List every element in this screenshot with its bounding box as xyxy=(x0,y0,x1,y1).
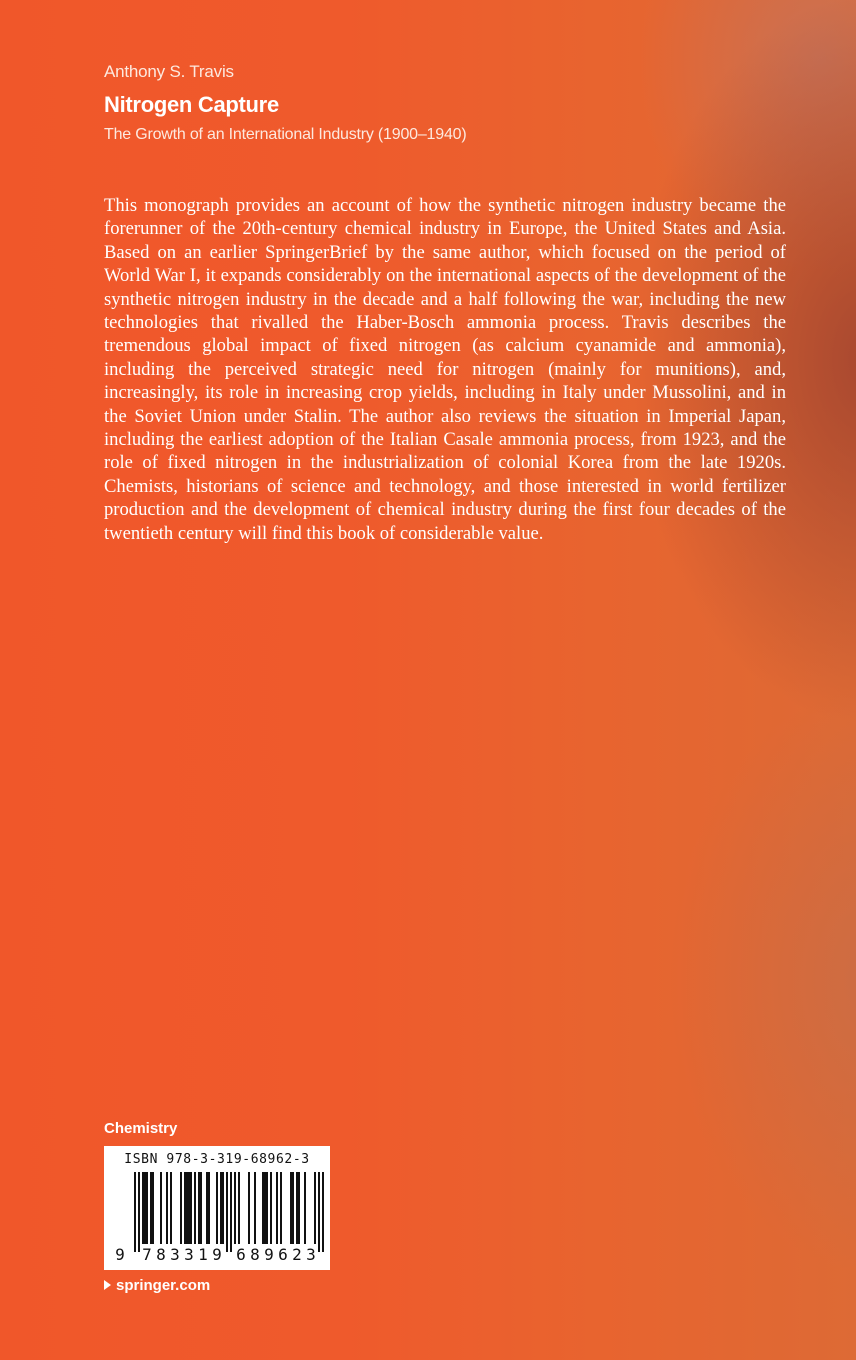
barcode-bar xyxy=(276,1172,278,1244)
barcode-digit: 9 xyxy=(212,1245,222,1264)
barcode-bar xyxy=(220,1172,222,1244)
isbn-label: ISBN 978-3-319-68962-3 xyxy=(124,1152,310,1167)
barcode-bar xyxy=(152,1172,154,1244)
barcode-bar xyxy=(186,1172,188,1244)
barcode-bar xyxy=(292,1172,294,1244)
barcode-digit: 2 xyxy=(292,1245,302,1264)
isbn-barcode xyxy=(104,1146,330,1270)
barcode-bar xyxy=(198,1172,200,1244)
barcode-bar xyxy=(262,1172,264,1244)
barcode-bar xyxy=(166,1172,168,1244)
barcode-bar xyxy=(248,1172,250,1244)
publisher-website[interactable] xyxy=(104,1277,210,1294)
barcode-bar xyxy=(304,1172,306,1244)
barcode-bar xyxy=(146,1172,148,1244)
barcode-bar xyxy=(222,1172,224,1244)
barcode-bar xyxy=(142,1172,144,1244)
barcode-bar xyxy=(188,1172,190,1244)
book-title: Nitrogen Capture xyxy=(104,92,279,117)
barcode-bar xyxy=(238,1172,240,1244)
barcode-bar xyxy=(266,1172,268,1244)
barcode-guard-bar xyxy=(138,1172,140,1252)
triangle-right-icon xyxy=(104,1280,111,1290)
subject-category: Chemistry xyxy=(104,1120,178,1137)
website-text[interactable]: springer.com xyxy=(116,1277,211,1294)
barcode-bar xyxy=(160,1172,162,1244)
barcode-digit: 3 xyxy=(170,1245,180,1264)
barcode-guard-bar xyxy=(322,1172,324,1252)
barcode-bar xyxy=(184,1172,186,1244)
book-subtitle: The Growth of an International Industry (1900–1940) xyxy=(104,126,467,143)
barcode-bar xyxy=(254,1172,256,1244)
barcode-bar xyxy=(290,1172,292,1244)
barcode-bar xyxy=(208,1172,210,1244)
barcode-guard-bar xyxy=(134,1172,136,1252)
book-description: This monograph provides an account of how the synthetic nitrogen industry became the forerunner of the 20th-century chemical industry in Europe, the United States and Asia. Based on an earlier SpringerBrief by the same author, which focused on the period of World War I, it expands considerably on the international aspects of the development of the synthetic nitrogen industry in the decade and a half following the war, including the new technologies that rivalled the Haber-Bosch ammonia process. Travis describes the tremendous global impact of fixed nitrogen (as calcium cyanamide and ammonia), including the perceived strategic need for nitrogen (mainly for munitions), and, increasingly, its role in increasing crop yields, including in Italy under Mussolini, and in the Soviet Union under Stalin. The author also reviews the situation in Imperial Japan, including the earliest adoption of the Italian Casale ammonia process, from 1923, and the role of fixed nitrogen in the industrialization of colonial Korea from the late 1920s. Chemists, historians of science and technology, and those interested in world fertilizer production and the development of chemical industry during the first four decades of the twentieth century will find this book of considerable value. xyxy=(104,195,786,544)
barcode-bar xyxy=(170,1172,172,1244)
barcode-guard-bar xyxy=(230,1172,232,1252)
barcode-digit: 1 xyxy=(198,1245,208,1264)
barcode-bar xyxy=(280,1172,282,1244)
barcode-digit: 6 xyxy=(278,1245,288,1264)
barcode-digit: 9 xyxy=(115,1245,125,1264)
barcode-digit: 8 xyxy=(250,1245,260,1264)
barcode-digit: 7 xyxy=(142,1245,152,1264)
barcode-bar xyxy=(216,1172,218,1244)
barcode-bar xyxy=(296,1172,298,1244)
barcode-digit: 9 xyxy=(264,1245,274,1264)
barcode-bar xyxy=(150,1172,152,1244)
barcode-bar xyxy=(264,1172,266,1244)
barcode-bar xyxy=(270,1172,272,1244)
barcode-bar xyxy=(200,1172,202,1244)
barcode-bar xyxy=(180,1172,182,1244)
barcode-digit: 3 xyxy=(184,1245,194,1264)
barcode-bar xyxy=(190,1172,192,1244)
barcode-bar xyxy=(314,1172,316,1244)
barcode-bar xyxy=(194,1172,196,1244)
barcode-bar xyxy=(234,1172,236,1244)
barcode-guard-bar xyxy=(318,1172,320,1252)
barcode-bar xyxy=(206,1172,208,1244)
barcode-bar xyxy=(144,1172,146,1244)
barcode-digit: 6 xyxy=(236,1245,246,1264)
barcode-digit: 8 xyxy=(156,1245,166,1264)
barcode-bar xyxy=(298,1172,300,1244)
author-name: Anthony S. Travis xyxy=(104,62,234,81)
barcode-digit: 3 xyxy=(306,1245,316,1264)
barcode-guard-bar xyxy=(226,1172,228,1252)
